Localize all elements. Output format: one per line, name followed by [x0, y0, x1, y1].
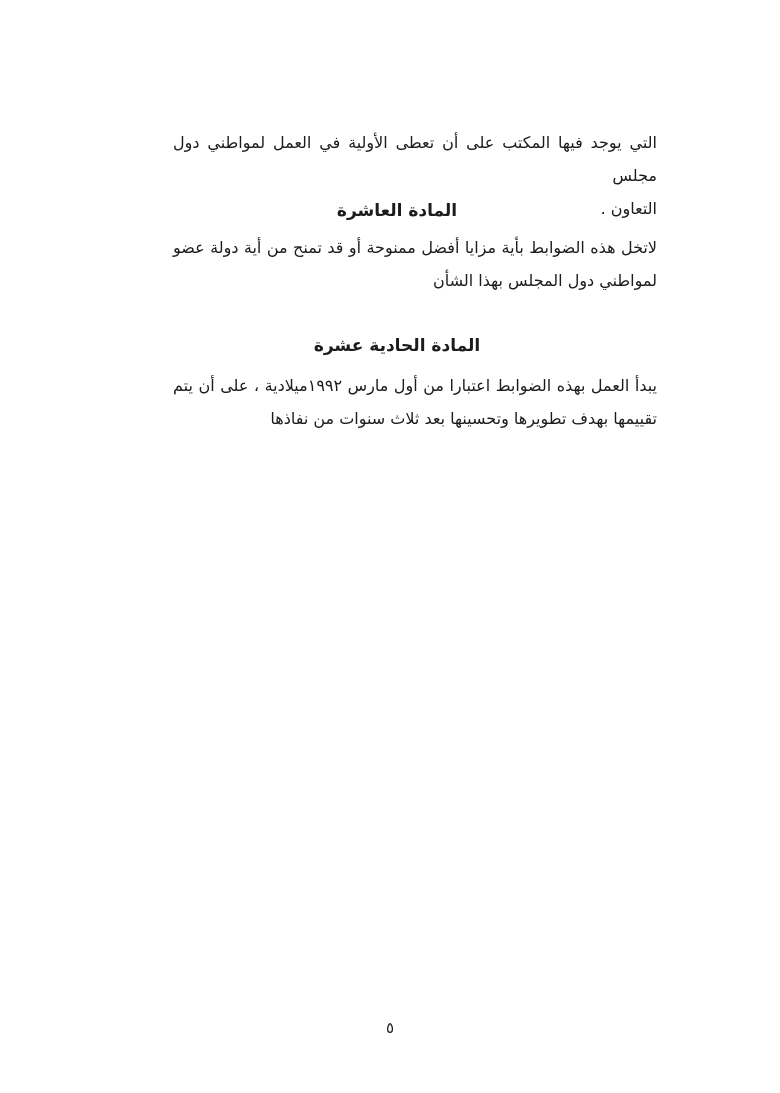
- article-ten-paragraph: [173, 231, 657, 297]
- text-line: لاتخل هذه الضوابط بأية مزايا أفضل ممنوحة أو قد تمنح من أية دولة عضو: [173, 238, 657, 257]
- page-number: ٥: [385, 1019, 395, 1037]
- text-line: التي يوجد فيها المكتب على أن تعطى الأولية في العمل لمواطني دول مجلس: [173, 133, 657, 185]
- text-line: تقييمها بهدف تطويرها وتحسينها بعد ثلاث سنوات من نفاذها: [270, 409, 657, 428]
- text-line: التعاون .: [600, 199, 657, 218]
- article-eleven-paragraph: [173, 369, 657, 435]
- article-ten-heading: المادة العاشرة: [336, 201, 458, 221]
- text-block: [173, 0, 657, 1093]
- text-line: لمواطني دول المجلس بهذا الشأن: [432, 271, 657, 290]
- text-line: يبدأ العمل بهذه الضوابط اعتبارا من أول مارس ١٩٩٢ميلادية ، على أن يتم: [173, 376, 657, 395]
- article-eleven-heading: المادة الحادية عشرة: [313, 336, 481, 356]
